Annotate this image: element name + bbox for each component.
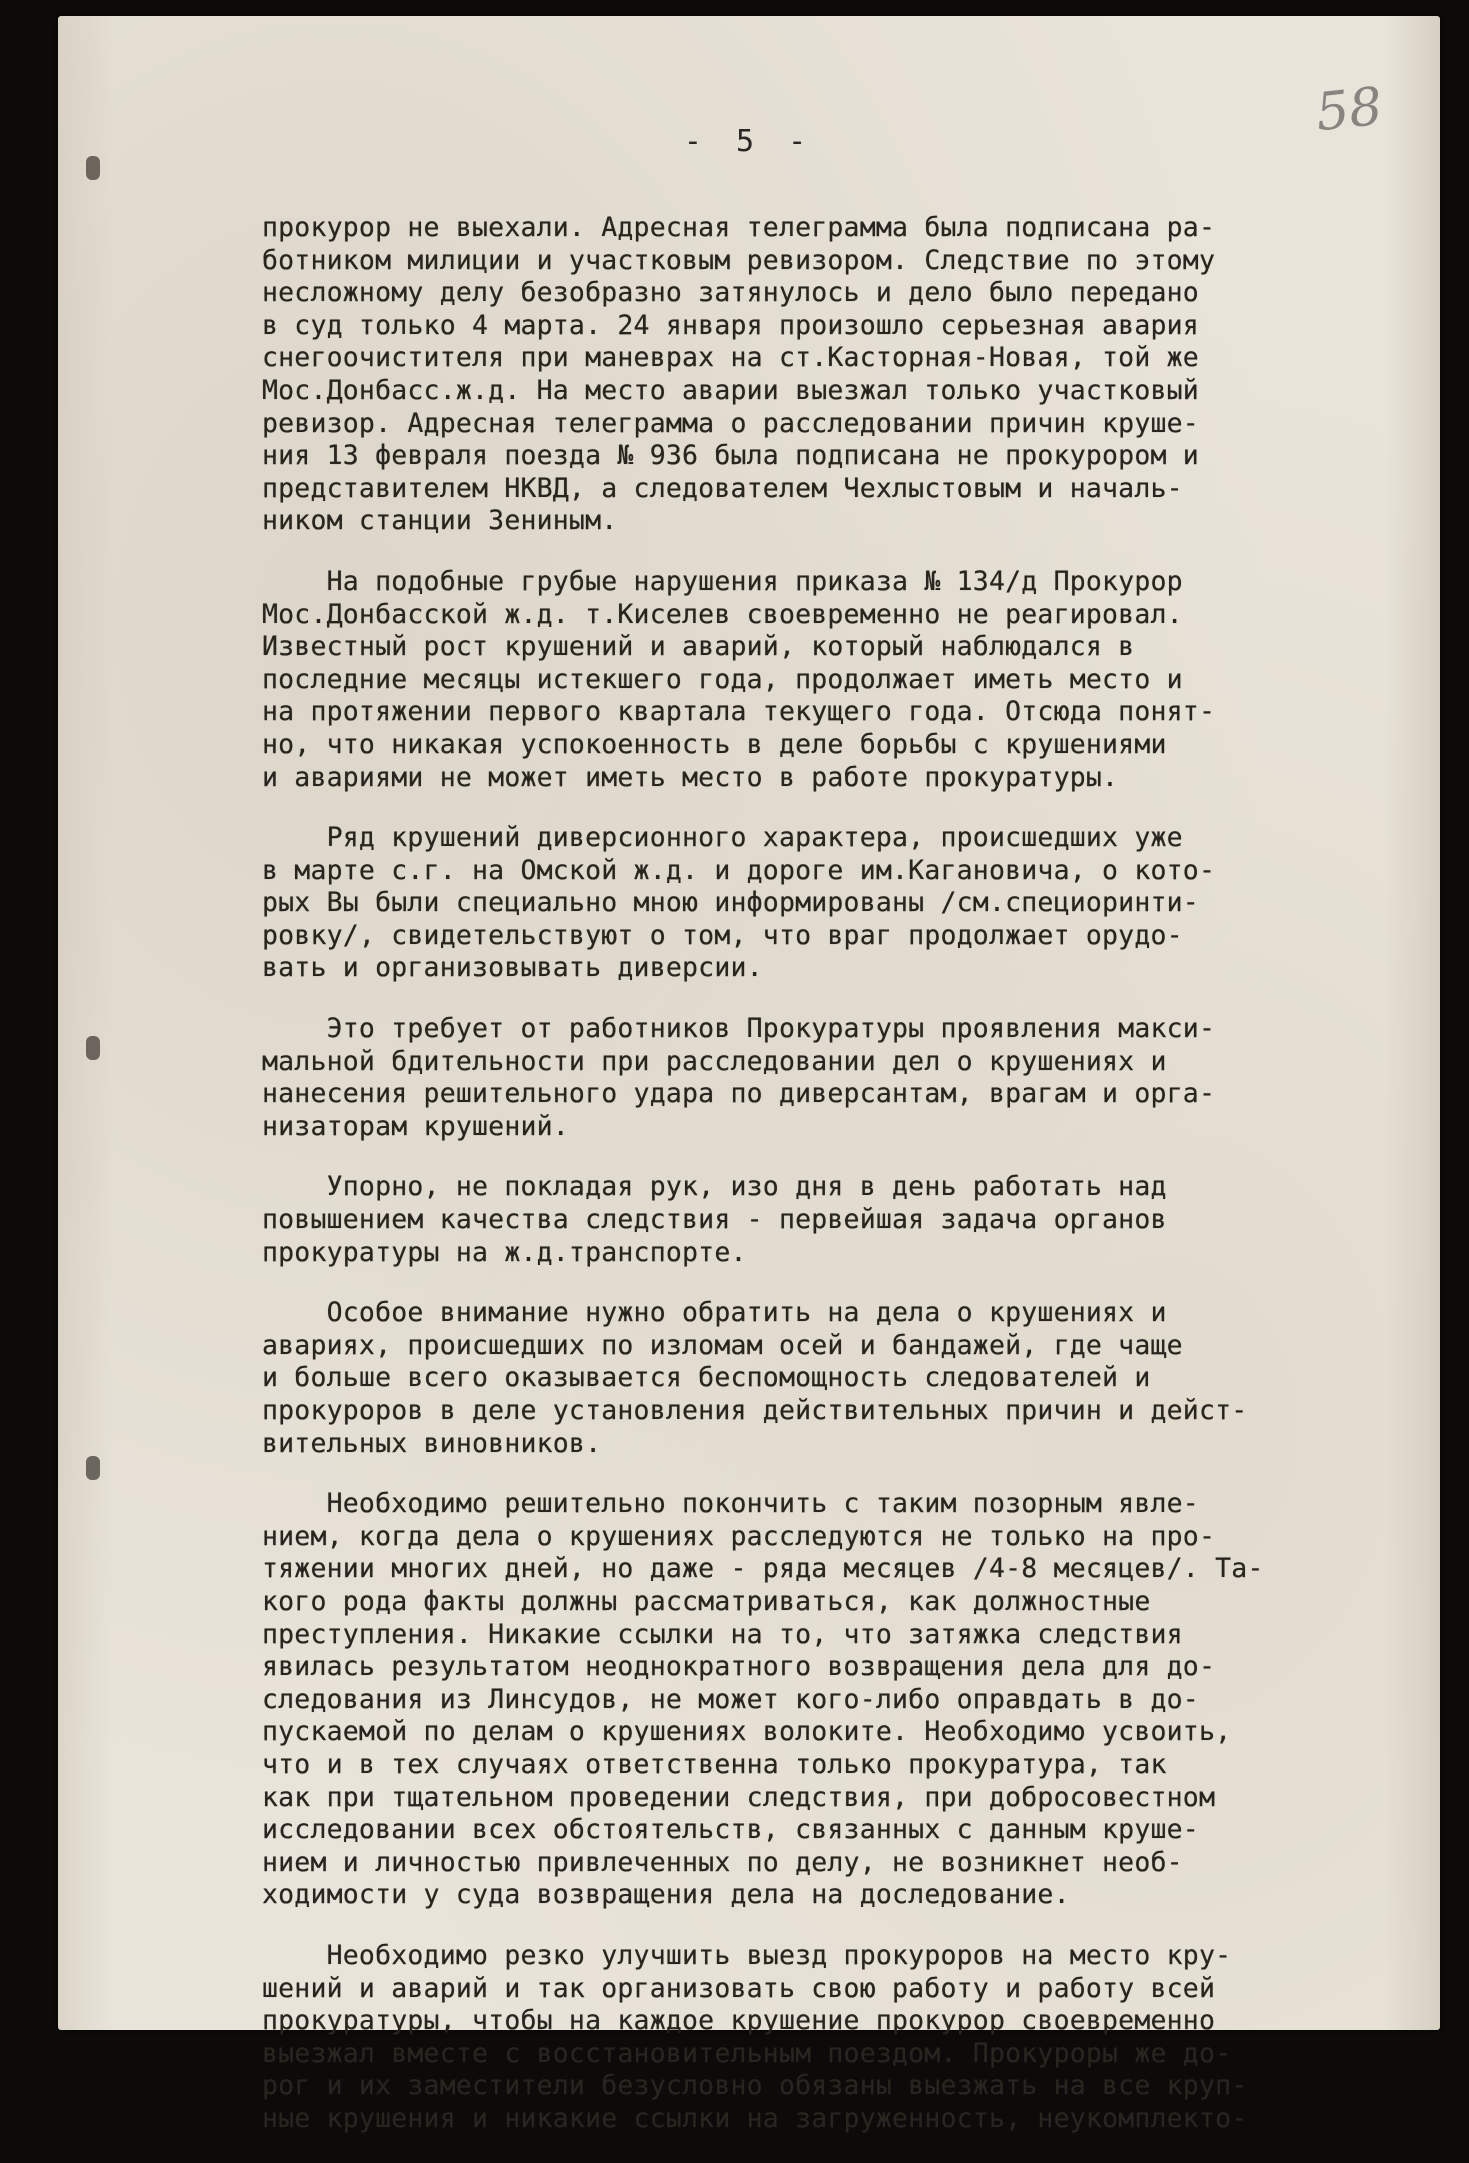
text-line: авариях, происшедших по изломам осей и бандажей, где чаще: [262, 1329, 1183, 1361]
text-line: что и в тех случаях ответственна только прокуратура, так: [262, 1748, 1167, 1780]
text-line: представителем НКВД, а следователем Чехлыстовым и началь-: [262, 472, 1183, 504]
text-line: на протяжении первого квартала текущего года. Отсюда понят-: [262, 696, 1216, 728]
document-body: [262, 212, 1372, 2163]
text-line: явилась результатом неоднократного возвращения дела для до-: [262, 1651, 1216, 1683]
paragraph: [262, 212, 1372, 538]
text-line: в суд только 4 марта. 24 января произошло серьезная авария: [262, 309, 1199, 341]
paragraph: [262, 1171, 1372, 1269]
text-line: выезжал вместе с восстановительным поездом. Прокуроры же до-: [262, 2037, 1232, 2069]
text-line: Ряд крушений диверсионного характера, происшедших уже: [262, 822, 1183, 854]
text-line: рых Вы были специально мною информированы /см.специоринти-: [262, 887, 1199, 919]
text-line: нием и личностью привлеченных по делу, не возникнет необ-: [262, 1846, 1183, 1878]
text-line: Это требует от работников Прокуратуры проявления макси-: [262, 1013, 1216, 1045]
text-line: прокуратуры на ж.д.транспорте.: [262, 1236, 747, 1268]
text-line: ния 13 февраля поезда № 936 была подписана не прокурором и: [262, 440, 1199, 472]
text-line: шений и аварий и так организовать свою работу и работу всей: [262, 1972, 1216, 2004]
text-line: несложному делу безобразно затянулось и дело было передано: [262, 277, 1199, 309]
binder-hole-mark: [86, 1456, 100, 1480]
text-line: мальной бдительности при расследовании дел о крушениях и: [262, 1045, 1167, 1077]
paragraph: [262, 1013, 1372, 1143]
document-sheet: [58, 16, 1440, 2134]
text-line: ником станции Зениным.: [262, 505, 618, 537]
text-line: как при тщательном проведении следствия, при добросовестном: [262, 1781, 1216, 1813]
folio-mark: 58: [1312, 76, 1385, 144]
text-line: следования из Линсудов, не может кого-либо оправдать в до-: [262, 1683, 1199, 1715]
text-line: Мос.Донбасской ж.д. т.Киселев своевременно не реагировал.: [262, 598, 1183, 630]
text-line: нием, когда дела о крушениях расследуются не только на про-: [262, 1520, 1216, 1552]
text-line: Особое внимание нужно обратить на дела о крушениях и: [262, 1297, 1167, 1329]
text-line: нанесения решительного удара по диверсантам, врагам и орга-: [262, 1078, 1216, 1110]
text-line: ботником милиции и участковым ревизором. Следствие по этому: [262, 244, 1216, 276]
text-line: ровку/, свидетельствуют о том, что враг продолжает орудо-: [262, 919, 1183, 951]
text-line: низаторам крушений.: [262, 1110, 569, 1142]
text-line: ные крушения и никакие ссылки на загруженность, неукомплекто-: [262, 2102, 1248, 2134]
text-line: исследовании всех обстоятельств, связанных с данным круше-: [262, 1814, 1199, 1846]
paragraph: [262, 1488, 1372, 1912]
paragraph: [262, 822, 1372, 985]
text-line: повышением качества следствия - первейшая задача органов: [262, 1204, 1167, 1236]
text-line: пускаемой по делам о крушениях волоките. Необходимо усвоить,: [262, 1716, 1232, 1748]
text-line: ревизор. Адресная телеграмма о расследовании причин круше-: [262, 407, 1199, 439]
text-line: прокуроров в деле установления действительных причин и дейст-: [262, 1395, 1248, 1426]
text-line: Упорно, не покладая рук, изо дня в день работать над: [262, 1171, 1167, 1203]
text-line: вать и организовывать диверсии.: [262, 952, 763, 984]
text-line: Мос.Донбасс.ж.д. На место аварии выезжал только участковый: [262, 374, 1199, 406]
text-line: вительных виновников.: [262, 1427, 602, 1459]
text-line: в марте с.г. на Омской ж.д. и дороге им.Кагановича, о кото-: [262, 854, 1216, 886]
text-line: Известный рост крушений и аварий, который наблюдался в: [262, 631, 1135, 663]
text-line: преступления. Никакие ссылки на то, что затяжка следствия: [262, 1618, 1183, 1650]
text-line: На подобные грубые нарушения приказа № 134/д Прокурор: [262, 565, 1183, 597]
text-line: прокурор не выехали. Адресная телеграмма была подписана ра-: [262, 212, 1216, 243]
text-line: ходимости у суда возвращения дела на доследование.: [262, 1879, 1070, 1911]
text-line: последние месяцы истекшего года, продолжает иметь место и: [262, 663, 1183, 695]
text-line: и авариями не может иметь место в работе прокуратуры.: [262, 761, 1119, 793]
binder-hole-mark: [86, 1036, 100, 1060]
text-line: тяжении многих дней, но даже - ряда месяцев /4-8 месяцев/. Та-: [262, 1553, 1264, 1585]
paragraph: [262, 1297, 1372, 1460]
paragraph: [262, 566, 1372, 794]
text-line: Необходимо решительно покончить с таким позорным явле-: [262, 1488, 1199, 1520]
text-line: кого рода факты должны рассматриваться, как должностные: [262, 1585, 1151, 1617]
text-line: Необходимо резко улучшить выезд прокуроров на место кру-: [262, 1939, 1232, 1971]
text-line: и больше всего оказывается беспомощность следователей и: [262, 1362, 1151, 1394]
text-line: рог и их заместители безусловно обязаны выезжать на все круп-: [262, 2070, 1248, 2102]
text-line: снегоочистителя при маневрах на ст.Касторная-Новая, той же: [262, 342, 1199, 374]
binder-hole-mark: [86, 156, 100, 180]
paragraph: [262, 1940, 1372, 2136]
page-number: - 5 -: [683, 124, 815, 159]
text-line: прокуратуры, чтобы на каждое крушение прокурор своевременно: [262, 2005, 1216, 2037]
text-line: но, что никакая успокоенность в деле борьбы с крушениями: [262, 728, 1167, 760]
